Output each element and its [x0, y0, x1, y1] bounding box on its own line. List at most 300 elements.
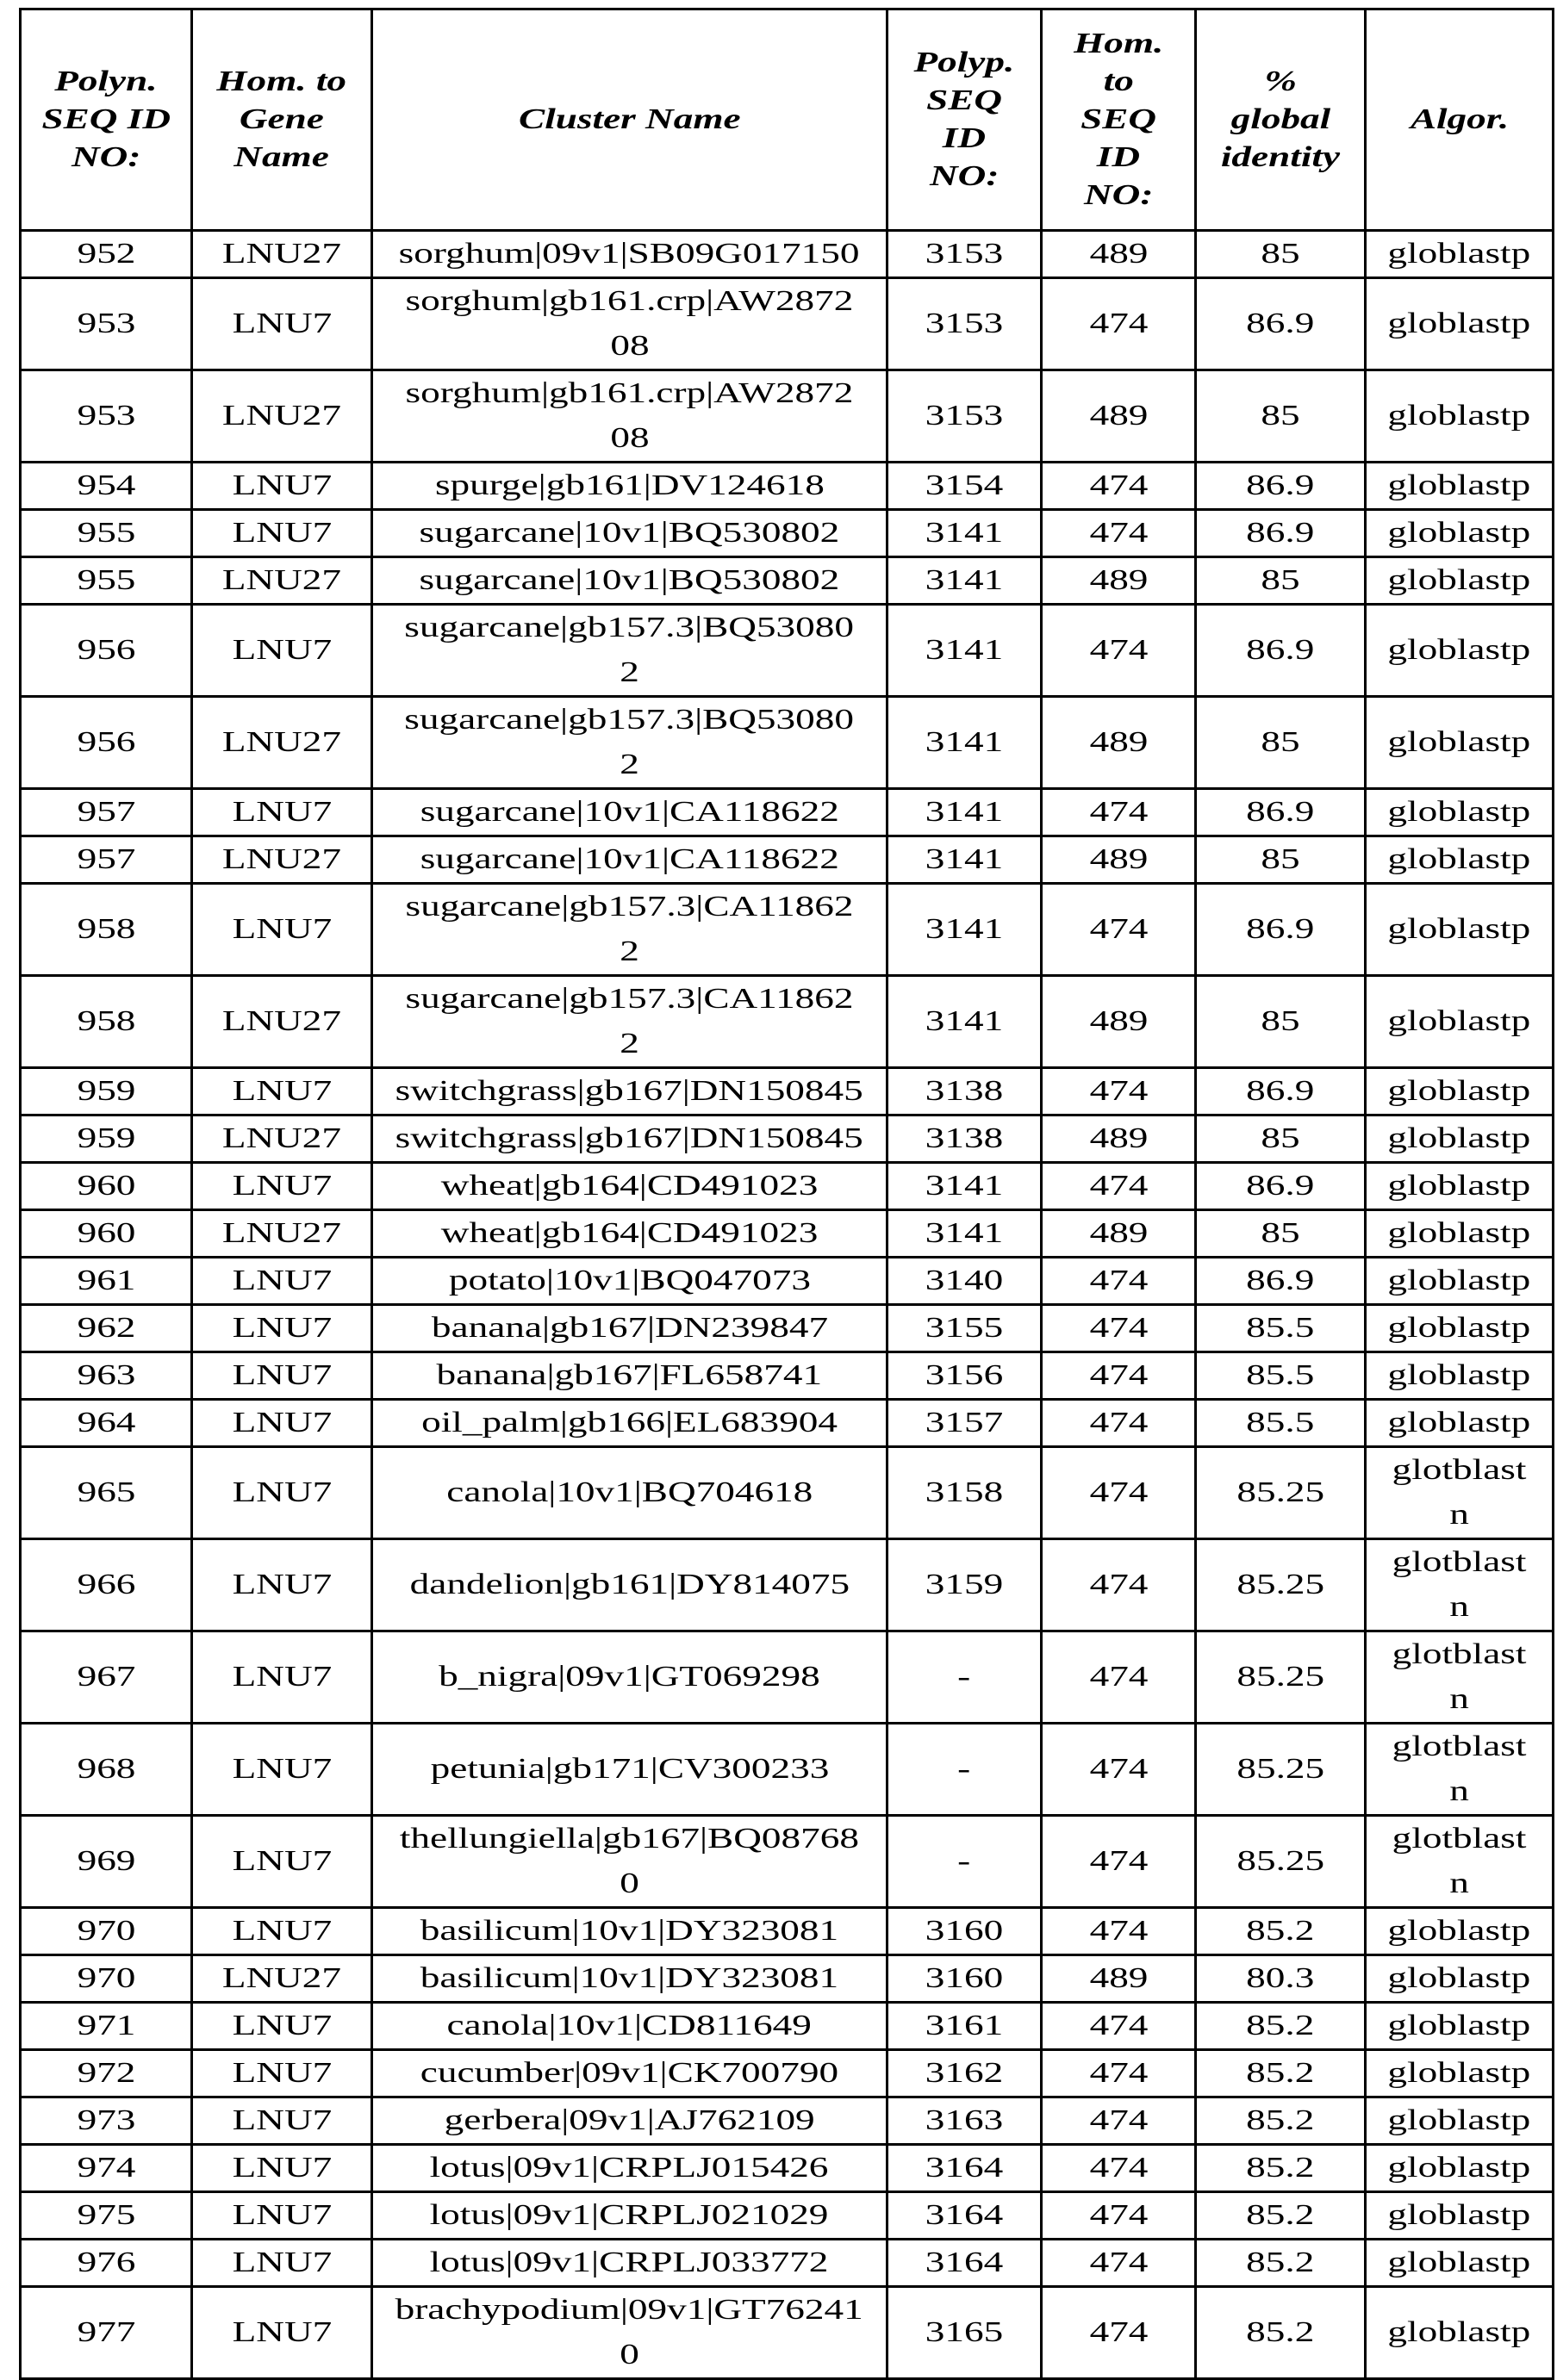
cell-polyp-seq-id: [887, 2287, 1042, 2379]
cell-hom-seq-id: [1042, 2287, 1196, 2379]
text-line-content: b_nigra|09v1|GT069298: [439, 1661, 820, 1693]
cell-cluster-name: [372, 1816, 887, 1908]
cell-polyn-seq-id: [21, 697, 192, 789]
table-row: [21, 2145, 1554, 2192]
cell-cluster-name: [372, 836, 887, 884]
hom-seq-id-value: 474: [1089, 1170, 1148, 1202]
text-line: [1370, 1069, 1548, 1114]
polyp-seq-id-value: 3164: [925, 2152, 1004, 2184]
cell-hom-seq-id: [1042, 697, 1196, 789]
hom-seq-id-value: 474: [1089, 1753, 1148, 1785]
cell-algorithm: [1366, 557, 1554, 605]
cell-polyn-seq-id: [21, 2003, 192, 2050]
polyn-seq-id-value: 954: [77, 469, 135, 501]
cell-algorithm: [1366, 510, 1554, 557]
text-line: [1370, 511, 1548, 556]
text-line: [377, 2193, 882, 2238]
text-line-content: globlastp: [1387, 1407, 1531, 1439]
cell-algorithm: [1366, 1447, 1554, 1539]
cell-gene-name: [192, 463, 372, 510]
text-line-content: globlastp: [1387, 400, 1531, 432]
text-line: [1370, 394, 1548, 438]
cell-global-identity: [1196, 231, 1366, 278]
gene-name-value: LNU7: [232, 469, 332, 501]
table-row: [21, 1955, 1554, 2003]
polyn-seq-id-value: 965: [77, 1476, 135, 1508]
table-row: [21, 1210, 1554, 1258]
cell-polyp-seq-id: [887, 1210, 1042, 1258]
cell-global-identity: [1196, 278, 1366, 370]
cell-polyp-seq-id: [887, 605, 1042, 697]
text-line-content: to: [1103, 65, 1134, 97]
polyn-seq-id-value: 953: [77, 400, 135, 432]
cell-polyp-seq-id: [887, 557, 1042, 605]
text-line: [1370, 1164, 1548, 1209]
text-line-content: sugarcane|10v1|CA118622: [420, 843, 839, 875]
text-line-content: NO:: [1083, 179, 1154, 211]
text-line-content: globlastp: [1387, 913, 1531, 945]
text-line-content: Gene: [240, 103, 324, 135]
text-line-content: cucumber|09v1|CK700790: [420, 2057, 839, 2089]
global-identity-value: 85: [1261, 1122, 1300, 1154]
polyn-seq-id-value: 955: [77, 517, 135, 549]
cell-gene-name: [192, 1539, 372, 1631]
global-identity-value: 85.25: [1236, 1661, 1324, 1693]
text-line-content: lotus|09v1|CRPLJ021029: [430, 2199, 829, 2231]
text-line: [377, 650, 882, 695]
global-identity-value: 85.25: [1236, 1476, 1324, 1508]
global-identity-value: 85: [1261, 1005, 1300, 1037]
cell-gene-name: [192, 1352, 372, 1400]
text-line: [1370, 2098, 1548, 2143]
cell-hom-seq-id: [1042, 2240, 1196, 2287]
cell-gene-name: [192, 2003, 372, 2050]
text-line-content: Hom. to: [216, 65, 347, 97]
cell-polyn-seq-id: [21, 1210, 192, 1258]
text-line: [1370, 2051, 1548, 2096]
cell-cluster-name: [372, 370, 887, 463]
cell-hom-seq-id: [1042, 1305, 1196, 1352]
text-line: [377, 1116, 882, 1161]
text-line-content: globlastp: [1387, 2010, 1531, 2041]
cell-cluster-name: [372, 278, 887, 370]
cell-hom-seq-id: [1042, 231, 1196, 278]
gene-name-value: LNU7: [232, 1075, 332, 1107]
cell-polyn-seq-id: [21, 605, 192, 697]
text-line: [377, 790, 882, 835]
hom-seq-id-value: 489: [1089, 1217, 1148, 1249]
text-line-content: globlastp: [1387, 2246, 1531, 2278]
table-row: [21, 976, 1554, 1068]
cell-gene-name: [192, 1955, 372, 2003]
text-line-content: globlastp: [1387, 308, 1531, 339]
cell-hom-seq-id: [1042, 557, 1196, 605]
text-line: [377, 2004, 882, 2048]
hom-seq-id-value: 489: [1089, 1122, 1148, 1154]
cell-gene-name: [192, 231, 372, 278]
text-line: [1370, 2310, 1548, 2355]
cell-polyn-seq-id: [21, 1068, 192, 1115]
global-identity-value: 80.3: [1246, 1962, 1315, 1994]
text-line: [1370, 907, 1548, 952]
text-line: [1370, 1724, 1548, 1769]
gene-name-value: LNU7: [232, 1265, 332, 1296]
polyp-seq-id-value: 3153: [925, 308, 1004, 339]
cell-hom-seq-id: [1042, 2050, 1196, 2097]
hom-seq-id-value: 474: [1089, 517, 1148, 549]
cell-gene-name: [192, 697, 372, 789]
table-row: [21, 605, 1554, 697]
text-line: [377, 1164, 882, 1209]
text-line-content: Hom.: [1073, 28, 1164, 59]
text-line: [1370, 2146, 1548, 2190]
global-identity-value: 86.9: [1246, 796, 1315, 828]
cell-polyn-seq-id: [21, 231, 192, 278]
text-line: [1046, 177, 1191, 214]
text-line: [1370, 1258, 1548, 1303]
gene-name-value: LNU7: [232, 2104, 332, 2136]
cell-algorithm: [1366, 1163, 1554, 1210]
cell-gene-name: [192, 605, 372, 697]
text-line: [377, 101, 882, 139]
cell-gene-name: [192, 1631, 372, 1724]
cell-polyn-seq-id: [21, 2097, 192, 2145]
text-line: [377, 1258, 882, 1303]
cell-polyn-seq-id: [21, 1163, 192, 1210]
text-line-content: globlastp: [1387, 469, 1531, 501]
cell-polyn-seq-id: [21, 1724, 192, 1816]
cell-gene-name: [192, 2192, 372, 2240]
cell-global-identity: [1196, 884, 1366, 976]
cell-algorithm: [1366, 231, 1554, 278]
cell-gene-name: [192, 2240, 372, 2287]
cell-gene-name: [192, 789, 372, 836]
text-line-content: globlastp: [1387, 1122, 1531, 1154]
text-line: [1370, 1632, 1548, 1677]
gene-name-value: LNU7: [232, 308, 332, 339]
hom-seq-id-value: 474: [1089, 469, 1148, 501]
polyp-seq-id-value: 3160: [925, 1962, 1004, 1994]
text-line-content: Name: [234, 141, 330, 173]
text-line: [1370, 1677, 1548, 1722]
hom-seq-id-value: 474: [1089, 1915, 1148, 1947]
gene-name-value: LNU27: [221, 1005, 342, 1037]
text-line: [1370, 837, 1548, 882]
polyn-seq-id-value: 960: [77, 1217, 135, 1249]
cell-gene-name: [192, 1258, 372, 1305]
cell-cluster-name: [372, 1068, 887, 1115]
text-line-content: banana|gb167|DN239847: [431, 1312, 828, 1344]
table-row: [21, 1352, 1554, 1400]
cell-polyn-seq-id: [21, 884, 192, 976]
text-line-content: NO:: [929, 160, 1000, 192]
text-line: [196, 101, 367, 139]
polyp-seq-id-value: 3138: [925, 1122, 1004, 1154]
polyp-seq-id-value: 3141: [925, 1170, 1004, 1202]
text-line-content: Cluster Name: [518, 103, 741, 135]
cell-hom-seq-id: [1042, 884, 1196, 976]
cell-hom-seq-id: [1042, 1115, 1196, 1163]
hom-seq-id-value: 474: [1089, 2199, 1148, 2231]
table-row: [21, 1163, 1554, 1210]
cell-polyp-seq-id: [887, 884, 1042, 976]
text-line-content: lotus|09v1|CRPLJ033772: [430, 2246, 829, 2278]
cell-polyp-seq-id: [887, 976, 1042, 1068]
cell-cluster-name: [372, 557, 887, 605]
table-row: [21, 789, 1554, 836]
polyp-seq-id-value: -: [957, 1661, 971, 1693]
cell-global-identity: [1196, 697, 1366, 789]
global-identity-value: 85: [1261, 564, 1300, 596]
cell-polyp-seq-id: [887, 1539, 1042, 1631]
cell-hom-seq-id: [1042, 463, 1196, 510]
global-identity-value: 85: [1261, 726, 1300, 758]
table-row: [21, 1631, 1554, 1724]
cell-algorithm: [1366, 463, 1554, 510]
text-line: [377, 929, 882, 974]
polyp-seq-id-value: 3141: [925, 1217, 1004, 1249]
text-line-content: globlastp: [1387, 796, 1531, 828]
polyp-seq-id-value: 3159: [925, 1569, 1004, 1600]
text-line-content: globlastp: [1387, 1915, 1531, 1947]
polyp-seq-id-value: 3155: [925, 1312, 1004, 1344]
cell-cluster-name: [372, 1115, 887, 1163]
text-line: [377, 324, 882, 369]
cell-polyp-seq-id: [887, 1447, 1042, 1539]
cell-algorithm: [1366, 1115, 1554, 1163]
cell-polyn-seq-id: [21, 1955, 192, 2003]
cell-gene-name: [192, 1068, 372, 1115]
cell-cluster-name: [372, 1210, 887, 1258]
text-line: [377, 416, 882, 461]
table-row: [21, 2240, 1554, 2287]
text-line-content: sugarcane|gb157.3|CA11862: [405, 891, 854, 923]
cell-global-identity: [1196, 789, 1366, 836]
text-line-content: dandelion|gb161|DY814075: [409, 1569, 850, 1600]
cell-polyp-seq-id: [887, 231, 1042, 278]
cell-global-identity: [1196, 836, 1366, 884]
polyp-seq-id-value: 3162: [925, 2057, 1004, 2089]
text-line-content: SEQ: [1081, 103, 1156, 135]
global-identity-value: 85.25: [1236, 1845, 1324, 1877]
text-line-content: globlastp: [1387, 1217, 1531, 1249]
cell-gene-name: [192, 1305, 372, 1352]
cell-global-identity: [1196, 1068, 1366, 1115]
text-line: [377, 698, 882, 743]
cell-algorithm: [1366, 1352, 1554, 1400]
cell-algorithm: [1366, 278, 1554, 370]
cell-cluster-name: [372, 1352, 887, 1400]
cell-gene-name: [192, 2287, 372, 2379]
cell-global-identity: [1196, 463, 1366, 510]
cell-gene-name: [192, 1724, 372, 1816]
text-line: [377, 2240, 882, 2285]
table-row: [21, 836, 1554, 884]
cell-gene-name: [192, 1400, 372, 1447]
cell-cluster-name: [372, 1447, 887, 1539]
cell-polyp-seq-id: [887, 836, 1042, 884]
global-identity-value: 86.9: [1246, 469, 1315, 501]
cell-algorithm: [1366, 2145, 1554, 2192]
cell-hom-seq-id: [1042, 2003, 1196, 2050]
cell-global-identity: [1196, 557, 1366, 605]
text-line: [1370, 999, 1548, 1044]
cell-hom-seq-id: [1042, 976, 1196, 1068]
cell-cluster-name: [372, 2240, 887, 2287]
homologs-table: [19, 8, 1554, 2380]
text-line-content: sugarcane|gb157.3|BQ53080: [404, 612, 855, 643]
cell-cluster-name: [372, 1258, 887, 1305]
text-line: [1370, 1448, 1548, 1493]
cell-cluster-name: [372, 510, 887, 557]
text-line: [1200, 101, 1361, 139]
cell-cluster-name: [372, 463, 887, 510]
cell-algorithm: [1366, 605, 1554, 697]
cell-gene-name: [192, 2145, 372, 2192]
cell-gene-name: [192, 1908, 372, 1955]
text-line-content: sorghum|09v1|SB09G017150: [399, 238, 860, 270]
gene-name-value: LNU27: [221, 1962, 342, 1994]
text-line: [377, 1655, 882, 1700]
cell-cluster-name: [372, 1955, 887, 2003]
cell-global-identity: [1196, 370, 1366, 463]
cell-gene-name: [192, 1210, 372, 1258]
text-line-content: globlastp: [1387, 1962, 1531, 1994]
cell-cluster-name: [372, 1631, 887, 1724]
polyn-seq-id-value: 970: [77, 1915, 135, 1947]
hom-seq-id-value: 474: [1089, 1265, 1148, 1296]
text-line-content: NO:: [71, 141, 141, 173]
gene-name-value: LNU7: [232, 2057, 332, 2089]
polyn-seq-id-value: 959: [77, 1075, 135, 1107]
gene-name-value: LNU27: [221, 1217, 342, 1249]
global-identity-value: 85: [1261, 400, 1300, 432]
text-line: [377, 1817, 882, 1861]
hom-seq-id-value: 474: [1089, 2057, 1148, 2089]
cell-gene-name: [192, 1816, 372, 1908]
text-line-content: canola|10v1|BQ704618: [445, 1476, 813, 1508]
text-line-content: spurge|gb161|DV124618: [434, 469, 825, 501]
polyn-seq-id-value: 966: [77, 1569, 135, 1600]
text-line: [377, 2146, 882, 2190]
text-line: [1370, 1861, 1548, 1906]
text-line: [1370, 1306, 1548, 1351]
cell-cluster-name: [372, 2050, 887, 2097]
polyn-seq-id-value: 959: [77, 1122, 135, 1154]
gene-name-value: LNU7: [232, 913, 332, 945]
text-line: [1370, 1956, 1548, 2001]
table-row: [21, 1305, 1554, 1352]
text-line: [25, 63, 187, 101]
cell-algorithm: [1366, 1816, 1554, 1908]
cell-global-identity: [1196, 2240, 1366, 2287]
global-identity-value: 85.2: [1246, 2199, 1315, 2231]
cell-gene-name: [192, 278, 372, 370]
text-line-content: global: [1230, 103, 1330, 135]
text-line: [25, 101, 187, 139]
global-identity-value: 85.2: [1246, 2152, 1315, 2184]
table-row: [21, 2050, 1554, 2097]
gene-name-value: LNU7: [232, 1476, 332, 1508]
text-line: [196, 63, 367, 101]
cell-hom-seq-id: [1042, 1955, 1196, 2003]
cell-global-identity: [1196, 1210, 1366, 1258]
cell-global-identity: [1196, 1955, 1366, 2003]
text-line: [377, 232, 882, 277]
text-line: [377, 2051, 882, 2096]
table-row: [21, 463, 1554, 510]
global-identity-value: 86.9: [1246, 913, 1315, 945]
hom-seq-id-value: 474: [1089, 913, 1148, 945]
cell-algorithm: [1366, 1068, 1554, 1115]
table-row: [21, 884, 1554, 976]
cell-gene-name: [192, 836, 372, 884]
global-identity-value: 85.2: [1246, 1915, 1315, 1947]
text-line: [377, 885, 882, 929]
cell-polyp-seq-id: [887, 1631, 1042, 1724]
text-line-content: sugarcane|10v1|BQ530802: [419, 517, 840, 549]
text-line-content: glotblast: [1392, 1546, 1527, 1578]
text-line-content: basilicum|10v1|DY323081: [420, 1915, 839, 1947]
polyp-seq-id-value: 3156: [925, 1359, 1004, 1391]
text-line-content: switchgrass|gb167|DN150845: [395, 1075, 864, 1107]
text-line: [1370, 1909, 1548, 1954]
gene-name-value: LNU27: [221, 564, 342, 596]
cell-polyn-seq-id: [21, 557, 192, 605]
cell-polyn-seq-id: [21, 2287, 192, 2379]
text-line-content: globlastp: [1387, 1312, 1531, 1344]
cell-cluster-name: [372, 2287, 887, 2379]
text-line-content: sugarcane|10v1|BQ530802: [419, 564, 840, 596]
text-line: [1370, 1817, 1548, 1861]
polyn-seq-id-value: 974: [77, 2152, 135, 2184]
polyn-seq-id-value: 970: [77, 1962, 135, 1994]
hom-seq-id-value: 474: [1089, 2104, 1148, 2136]
cell-polyp-seq-id: [887, 1068, 1042, 1115]
polyp-seq-id-value: 3153: [925, 400, 1004, 432]
polyp-seq-id-value: 3141: [925, 564, 1004, 596]
cell-hom-seq-id: [1042, 1539, 1196, 1631]
text-line-content: n: [1449, 1499, 1469, 1531]
cell-polyp-seq-id: [887, 1305, 1042, 1352]
text-line: [377, 1022, 882, 1066]
text-line-content: globlastp: [1387, 634, 1531, 666]
text-line: [1046, 139, 1191, 177]
cell-hom-seq-id: [1042, 370, 1196, 463]
cell-polyp-seq-id: [887, 2097, 1042, 2145]
polyp-seq-id-value: 3164: [925, 2199, 1004, 2231]
cell-global-identity: [1196, 1447, 1366, 1539]
text-line: [1370, 2004, 1548, 2048]
table-row: [21, 1400, 1554, 1447]
cell-global-identity: [1196, 2097, 1366, 2145]
cell-polyn-seq-id: [21, 463, 192, 510]
text-line: [1370, 720, 1548, 765]
text-line-content: n: [1449, 1867, 1469, 1899]
table-row: [21, 370, 1554, 463]
table-row: [21, 1539, 1554, 1631]
cell-polyp-seq-id: [887, 1163, 1042, 1210]
global-identity-value: 85.2: [1246, 2010, 1315, 2041]
global-identity-value: 85: [1261, 238, 1300, 270]
global-identity-value: 85.5: [1246, 1312, 1315, 1344]
polyn-seq-id-value: 973: [77, 2104, 135, 2136]
gene-name-value: LNU7: [232, 796, 332, 828]
cell-polyp-seq-id: [887, 697, 1042, 789]
cell-cluster-name: [372, 976, 887, 1068]
text-line: [1370, 1116, 1548, 1161]
cell-cluster-name: [372, 1400, 887, 1447]
